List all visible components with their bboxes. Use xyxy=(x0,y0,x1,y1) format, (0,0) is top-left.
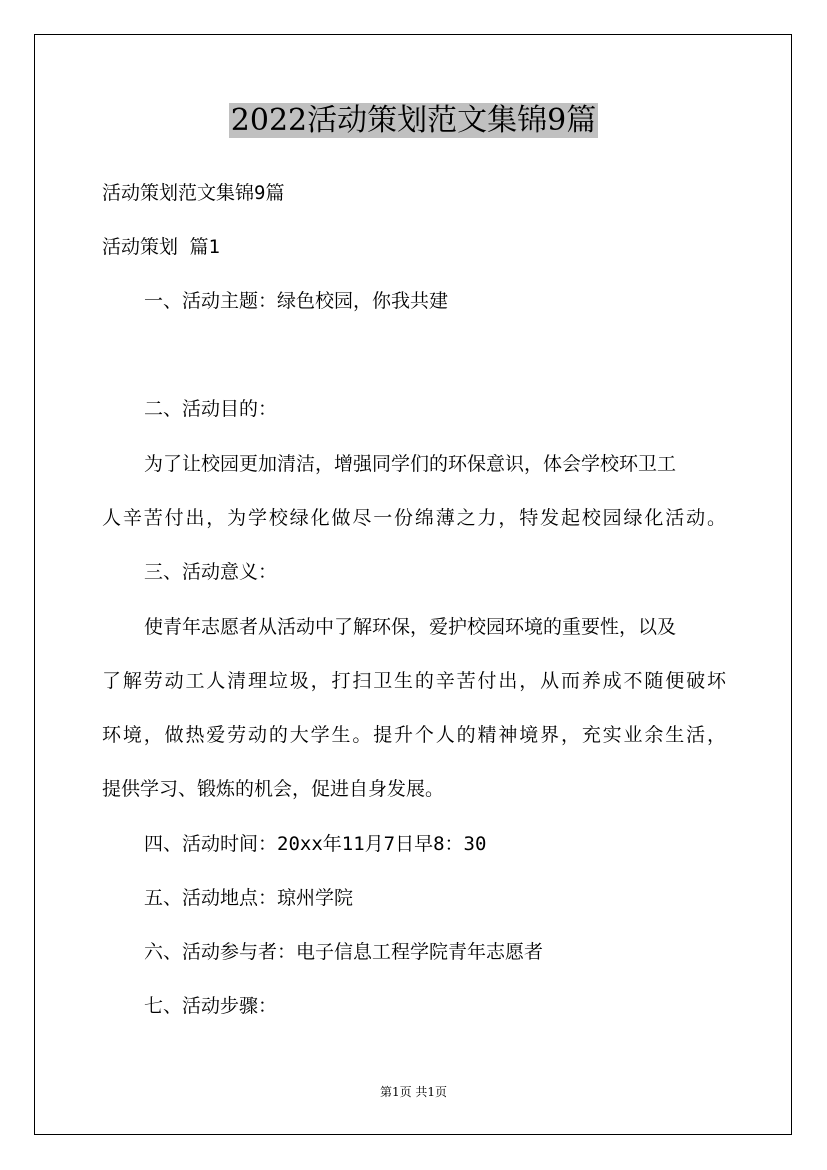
document-title-text: 2022活动策划范文集锦9篇 xyxy=(230,103,597,138)
paragraph-line: 人辛苦付出，为学校绿化做尽一份绵薄之力，特发起校园绿化活动。 xyxy=(102,507,726,529)
section-heading: 活动策划 篇1 xyxy=(102,236,220,258)
document-title xyxy=(0,101,827,141)
paragraph-line: 六、活动参与者：电子信息工程学院青年志愿者 xyxy=(144,941,544,963)
paragraph-line: 了解劳动工人清理垃圾，打扫卫生的辛苦付出，从而养成不随便破坏 xyxy=(102,670,726,692)
paragraph-line: 二、活动目的： xyxy=(144,398,278,420)
page-footer: 第1页 共1页 xyxy=(379,1085,448,1099)
paragraph-line: 三、活动意义： xyxy=(144,561,278,583)
paragraph-line: 七、活动步骤： xyxy=(144,995,278,1017)
paragraph-line: 环境，做热爱劳动的大学生。提升个人的精神境界，充实业余生活， xyxy=(102,724,726,746)
paragraph-line: 五、活动地点：琼州学院 xyxy=(144,887,354,909)
paragraph-line: 提供学习、锻炼的机会，促进自身发展。 xyxy=(102,778,445,800)
paragraph-line: 为了让校园更加清洁，增强同学们的环保意识，体会学校环卫工 xyxy=(144,453,677,475)
paragraph-line: 使青年志愿者从活动中了解环保，爱护校园环境的重要性，以及 xyxy=(144,616,677,638)
paragraph-line: 四、活动时间：20xx年11月7日早8：30 xyxy=(144,833,487,855)
subtitle-line: 活动策划范文集锦9篇 xyxy=(102,182,285,204)
paragraph-line: 一、活动主题：绿色校园，你我共建 xyxy=(144,290,449,312)
